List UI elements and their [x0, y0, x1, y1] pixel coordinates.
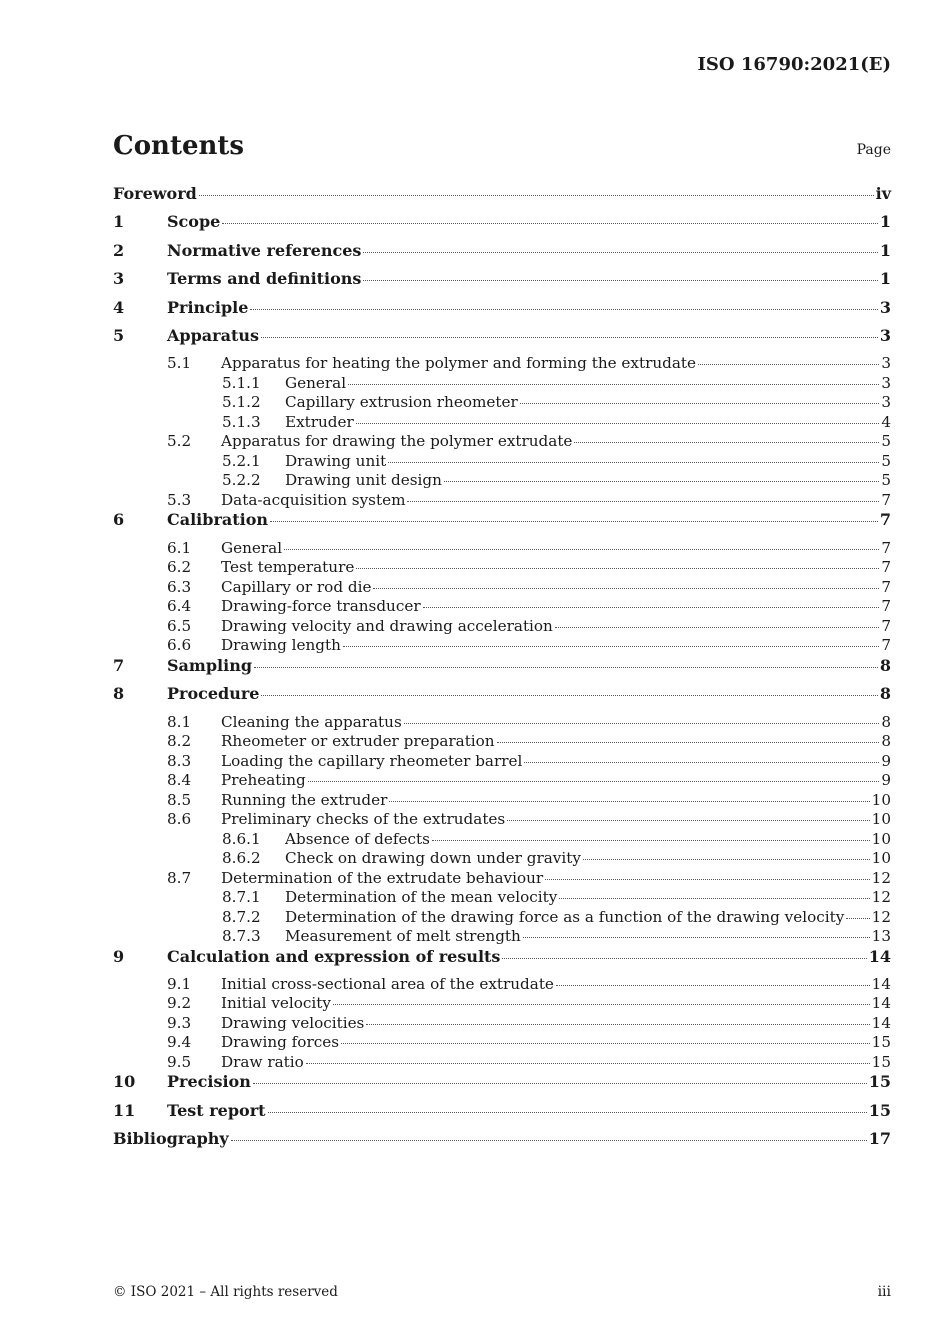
- dot-leader: [306, 1063, 870, 1064]
- toc-entry[interactable]: [113, 578, 891, 598]
- dot-leader: [270, 521, 878, 522]
- toc-entry-page: 1: [879, 269, 891, 289]
- dot-leader: [407, 501, 879, 502]
- toc-entry[interactable]: [113, 452, 891, 472]
- dot-leader: [268, 1112, 867, 1113]
- toc-entry[interactable]: [113, 184, 891, 212]
- toc-entry-title: Drawing velocities: [221, 1013, 365, 1032]
- toc-entry[interactable]: [113, 810, 891, 830]
- toc-entry-title: Absence of defects: [285, 829, 430, 848]
- toc-entry-page: 10: [871, 849, 891, 868]
- toc-entry-title: Sampling: [167, 655, 253, 675]
- toc-entry-page: 7: [881, 636, 891, 655]
- toc-entry[interactable]: [113, 393, 891, 413]
- toc-entry-number: 8.1: [167, 712, 192, 731]
- toc-entry[interactable]: [113, 713, 891, 733]
- toc-entry-title: Drawing velocity and drawing acceleration: [221, 616, 553, 635]
- toc-entry-title: Scope: [167, 212, 221, 232]
- toc-entry-title: Check on drawing down under gravity: [285, 849, 581, 868]
- dot-leader: [222, 223, 878, 224]
- toc-entry[interactable]: [113, 354, 891, 374]
- toc-entry-title: Drawing unit: [285, 451, 387, 470]
- toc-entry[interactable]: [113, 1072, 891, 1100]
- toc-entry-number: 6: [113, 510, 125, 530]
- dot-leader: [556, 985, 870, 986]
- toc-entry-number: 8.6.2: [222, 849, 261, 868]
- toc-entry-page: 3: [879, 325, 891, 345]
- dot-leader: [574, 442, 879, 443]
- toc-entry-number: 10: [113, 1072, 136, 1092]
- toc-entry-title: Cleaning the apparatus: [221, 712, 402, 731]
- contents-title-row: [113, 131, 891, 161]
- dot-leader: [423, 607, 880, 608]
- toc-entry[interactable]: [113, 791, 891, 811]
- toc-entry-number: 8.4: [167, 771, 192, 790]
- toc-entry-number: 8.5: [167, 790, 192, 809]
- toc-entry-page: 3: [879, 297, 891, 317]
- toc-entry-number: 9.4: [167, 1033, 192, 1052]
- dot-leader: [389, 801, 869, 802]
- toc-entry[interactable]: [113, 432, 891, 452]
- toc-entry-title: Initial cross-sectional area of the extrudate: [221, 974, 554, 993]
- toc-entry-page: 14: [871, 974, 891, 993]
- toc-entry-number: 1: [113, 212, 125, 232]
- toc-entry-title: Draw ratio: [221, 1052, 304, 1071]
- toc-entry-number: 6.1: [167, 538, 192, 557]
- toc-entry-title: General: [221, 538, 283, 557]
- toc-entry-page: 15: [871, 1052, 891, 1071]
- toc-entry-page: 17: [868, 1129, 891, 1149]
- toc-entry-page: 10: [871, 810, 891, 829]
- toc-entry-number: 8.7.1: [222, 888, 261, 907]
- toc-entry-page: 4: [881, 412, 891, 431]
- toc-entry-title: Calculation and expression of results: [167, 946, 501, 966]
- toc-entry[interactable]: [113, 298, 891, 326]
- toc-entry-number: 6.4: [167, 597, 192, 616]
- toc-entry-page: 14: [871, 1013, 891, 1032]
- dot-leader: [254, 667, 878, 668]
- document-id: ISO 16790:2021(E): [697, 54, 891, 75]
- toc-entry-page: 7: [881, 597, 891, 616]
- toc-entry-title: Normative references: [167, 240, 362, 260]
- dot-leader: [559, 898, 869, 899]
- toc-entry-number: 8: [113, 684, 125, 704]
- toc-entry[interactable]: [113, 1053, 891, 1073]
- toc-entry-number: 4: [113, 297, 125, 317]
- toc-entry[interactable]: [113, 510, 891, 538]
- dot-leader: [545, 879, 869, 880]
- toc-entry-number: 5.2.2: [222, 471, 261, 490]
- toc-entry-number: 6.2: [167, 558, 192, 577]
- toc-entry-page: 5: [881, 451, 891, 470]
- toc-entry-title: Preheating: [221, 771, 306, 790]
- dot-leader: [343, 646, 879, 647]
- toc-entry-number: 8.2: [167, 732, 192, 751]
- dot-leader: [555, 627, 879, 628]
- toc-entry-page: 7: [881, 558, 891, 577]
- toc-entry-page: 8: [881, 732, 891, 751]
- toc-entry[interactable]: [113, 849, 891, 869]
- dot-leader: [404, 723, 880, 724]
- toc-entry-title: Capillary extrusion rheometer: [285, 393, 518, 412]
- toc-entry-title: Apparatus: [167, 325, 259, 345]
- toc-entry-page: 7: [881, 538, 891, 557]
- toc-entry-number: 8.7: [167, 868, 192, 887]
- toc-entry[interactable]: [113, 413, 891, 433]
- toc-entry[interactable]: [113, 975, 891, 995]
- dot-leader: [520, 403, 880, 404]
- dot-leader: [308, 781, 880, 782]
- toc-entry[interactable]: [113, 888, 891, 908]
- toc-entry-number: 6.5: [167, 616, 192, 635]
- toc-entry-page: 12: [871, 868, 891, 887]
- dot-leader: [432, 840, 870, 841]
- dot-leader: [363, 252, 877, 253]
- dot-leader: [284, 549, 879, 550]
- toc-entry[interactable]: [113, 684, 891, 712]
- toc-entry-number: 5.1: [167, 354, 192, 373]
- toc-entry[interactable]: [113, 908, 891, 928]
- dot-leader: [388, 462, 879, 463]
- toc-entry-title: Test temperature: [221, 558, 355, 577]
- toc-entry[interactable]: [113, 927, 891, 947]
- toc-entry[interactable]: [113, 752, 891, 772]
- toc-entry-title: Determination of the extrudate behaviour: [221, 868, 544, 887]
- toc-entry-title: Terms and definitions: [167, 269, 362, 289]
- toc-entry-title: Loading the capillary rheometer barrel: [221, 751, 523, 770]
- toc-entry[interactable]: [113, 491, 891, 511]
- dot-leader: [261, 695, 877, 696]
- toc-entry-title: Rheometer or extruder preparation: [221, 732, 495, 751]
- dot-leader: [341, 1043, 870, 1044]
- toc-entry-title: Apparatus for drawing the polymer extrudate: [221, 432, 573, 451]
- toc-entry[interactable]: [113, 326, 891, 354]
- dot-leader: [231, 1140, 867, 1141]
- toc-entry[interactable]: [113, 539, 891, 559]
- toc-entry-title: Test report: [167, 1100, 266, 1120]
- toc-entry-title: Principle: [167, 297, 249, 317]
- toc-entry-number: 7: [113, 655, 125, 675]
- toc-entry[interactable]: [113, 656, 891, 684]
- dot-leader: [199, 195, 874, 196]
- toc-entry[interactable]: [113, 471, 891, 491]
- toc-entry-title: Data-acquisition system: [221, 490, 406, 509]
- dot-leader: [333, 1004, 870, 1005]
- toc-entry-page: 3: [881, 373, 891, 392]
- toc-entry-page: 8: [879, 655, 891, 675]
- toc-entry-title: Drawing unit design: [285, 471, 442, 490]
- toc-entry-page: 15: [868, 1072, 891, 1092]
- toc-entry-title: Measurement of melt strength: [285, 927, 521, 946]
- toc-entry-page: 5: [881, 471, 891, 490]
- toc-entry-number: 9.2: [167, 994, 192, 1013]
- toc-entry-number: 6.6: [167, 636, 192, 655]
- toc-entry[interactable]: [113, 269, 891, 297]
- toc-entry-title: General: [285, 373, 347, 392]
- toc-entry-number: 8.6.1: [222, 829, 261, 848]
- dot-leader: [363, 280, 877, 281]
- toc-entry-title: Preliminary checks of the extrudates: [221, 810, 506, 829]
- toc-entry-title: Initial velocity: [221, 994, 331, 1013]
- toc-entry-title: Precision: [167, 1072, 251, 1092]
- toc-entry-page: 14: [868, 946, 891, 966]
- toc-entry-number: 5.1.1: [222, 373, 261, 392]
- toc-entry-title: Determination of the drawing force as a function of the drawing velocity: [285, 907, 845, 926]
- toc-entry-title: Drawing length: [221, 636, 341, 655]
- toc-entry[interactable]: [113, 241, 891, 269]
- toc-entry-number: 9.3: [167, 1013, 192, 1032]
- toc-entry-number: 5.2.1: [222, 451, 261, 470]
- toc-entry-number: 8.7.2: [222, 907, 261, 926]
- toc-entry-title: Running the extruder: [221, 790, 388, 809]
- dot-leader: [261, 337, 878, 338]
- toc-entry-page: 13: [871, 927, 891, 946]
- dot-leader: [348, 384, 879, 385]
- toc-entry-page: 9: [881, 771, 891, 790]
- toc-entry-number: 8.7.3: [222, 927, 261, 946]
- toc-entry[interactable]: [113, 732, 891, 752]
- toc-entry[interactable]: [113, 558, 891, 578]
- toc-entry-title: Extruder: [285, 412, 354, 431]
- dot-leader: [356, 568, 879, 569]
- toc-entry-page: 7: [881, 577, 891, 596]
- toc-entry-title: Bibliography: [113, 1129, 229, 1149]
- toc-entry[interactable]: [113, 1101, 891, 1129]
- toc-entry-number: 5.2: [167, 432, 192, 451]
- toc-entry-page: 8: [879, 684, 891, 704]
- dot-leader: [523, 937, 870, 938]
- toc-entry[interactable]: [113, 947, 891, 975]
- dot-leader: [444, 481, 879, 482]
- toc-entry-number: 9: [113, 946, 125, 966]
- dot-leader: [502, 958, 866, 959]
- toc-entry-page: 14: [871, 994, 891, 1013]
- toc-entry-page: 7: [881, 616, 891, 635]
- toc-entry-page: 12: [871, 888, 891, 907]
- copyright-notice: © ISO 2021 – All rights reserved: [113, 1284, 338, 1300]
- toc-entry-title: Drawing-force transducer: [221, 597, 421, 616]
- toc-entry[interactable]: [113, 869, 891, 889]
- toc-entry-page: iv: [875, 184, 891, 203]
- toc-entry-title: Foreword: [113, 184, 197, 203]
- toc-entry[interactable]: [113, 1129, 891, 1157]
- dot-leader: [698, 364, 879, 365]
- toc-entry-number: 6.3: [167, 577, 192, 596]
- toc-entry-number: 5.1.2: [222, 393, 261, 412]
- toc-entry-page: 10: [871, 790, 891, 809]
- toc-entry-title: Calibration: [167, 510, 269, 530]
- dot-leader: [583, 859, 870, 860]
- toc-entry-page: 1: [879, 240, 891, 260]
- toc-entry[interactable]: [113, 1014, 891, 1034]
- dot-leader: [497, 742, 880, 743]
- toc-entry[interactable]: [113, 771, 891, 791]
- toc-entry[interactable]: [113, 617, 891, 637]
- toc-entry-title: Procedure: [167, 684, 260, 704]
- dot-leader: [356, 423, 880, 424]
- toc-entry-page: 1: [879, 212, 891, 232]
- toc-entry-number: 9.1: [167, 974, 192, 993]
- toc-entry-number: 3: [113, 269, 125, 289]
- toc-entry-number: 8.3: [167, 751, 192, 770]
- toc-entry-page: 10: [871, 829, 891, 848]
- toc-entry[interactable]: [113, 830, 891, 850]
- dot-leader: [253, 1083, 867, 1084]
- toc-entry-title: Drawing forces: [221, 1033, 339, 1052]
- toc-entry-page: 8: [881, 712, 891, 731]
- toc-entry-page: 12: [871, 907, 891, 926]
- toc-entry-page: 7: [879, 510, 891, 530]
- toc-entry-title: Determination of the mean velocity: [285, 888, 558, 907]
- toc-entry-page: 7: [881, 490, 891, 509]
- dot-leader: [373, 588, 879, 589]
- toc-entry[interactable]: [113, 374, 891, 394]
- toc-entry-number: 9.5: [167, 1052, 192, 1071]
- toc-entry-number: 2: [113, 240, 125, 260]
- toc-entry-page: 9: [881, 751, 891, 770]
- dot-leader: [366, 1024, 869, 1025]
- toc-entry-number: 8.6: [167, 810, 192, 829]
- toc-entry-page: 3: [881, 393, 891, 412]
- toc-entry-page: 15: [868, 1100, 891, 1120]
- dot-leader: [250, 309, 877, 310]
- toc-entry-number: 5: [113, 325, 125, 345]
- toc-entry[interactable]: [113, 597, 891, 617]
- toc-entry-page: 3: [881, 354, 891, 373]
- page-number: iii: [877, 1284, 891, 1300]
- table-of-contents: [113, 184, 891, 1158]
- toc-entry-title: Apparatus for heating the polymer and forming the extrudate: [221, 354, 697, 373]
- toc-entry[interactable]: [113, 636, 891, 656]
- dot-leader: [846, 918, 869, 919]
- dot-leader: [507, 820, 869, 821]
- toc-entry-title: Capillary or rod die: [221, 577, 372, 596]
- page-column-label: Page: [856, 142, 891, 158]
- toc-entry[interactable]: [113, 1033, 891, 1053]
- toc-entry-number: 5.3: [167, 490, 192, 509]
- toc-entry-number: 11: [113, 1100, 136, 1120]
- toc-entry[interactable]: [113, 212, 891, 240]
- page-title: Contents: [113, 131, 245, 161]
- dot-leader: [524, 762, 879, 763]
- toc-entry-page: 15: [871, 1033, 891, 1052]
- toc-entry-number: 5.1.3: [222, 412, 261, 431]
- toc-entry-page: 5: [881, 432, 891, 451]
- toc-entry[interactable]: [113, 994, 891, 1014]
